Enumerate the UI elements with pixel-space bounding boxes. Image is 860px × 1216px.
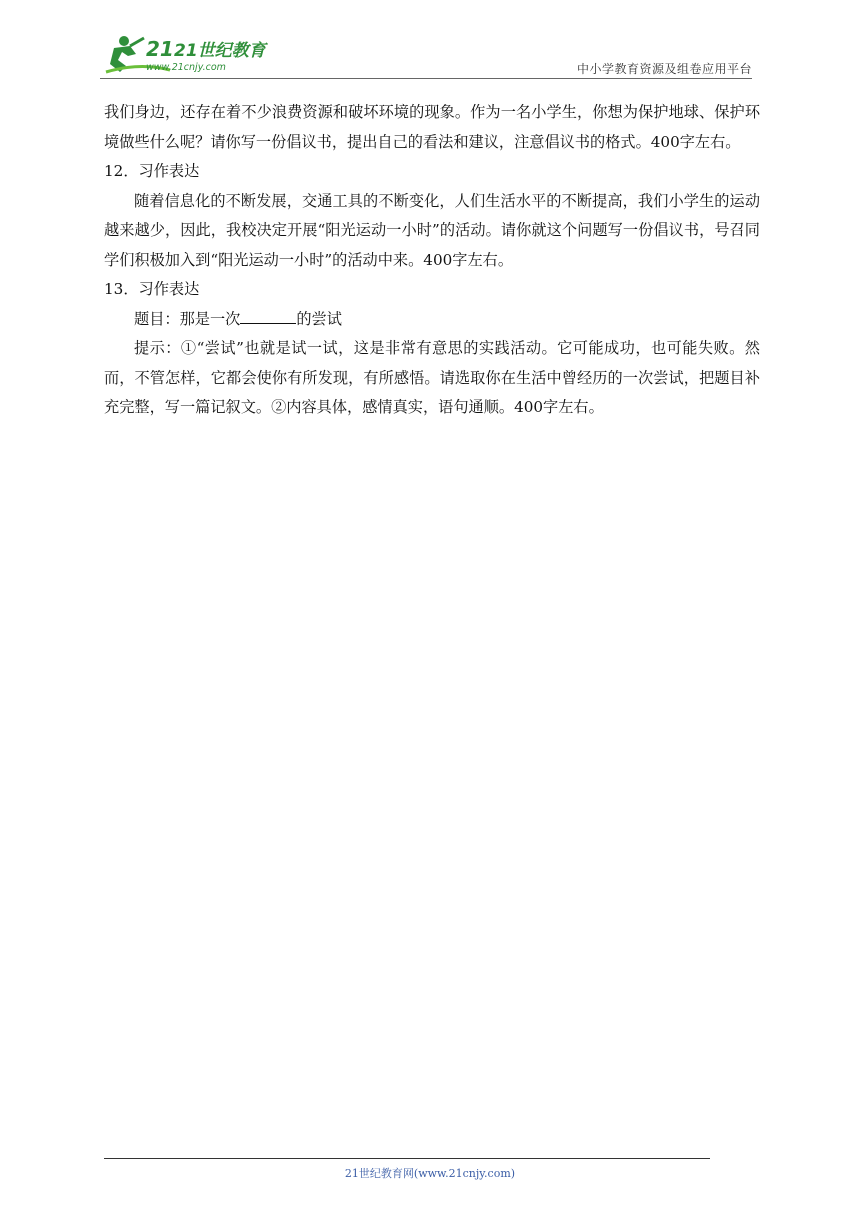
svg-text:21: 21 [146,37,174,61]
question-11-continued: 我们身边，还存在着不少浪费资源和破坏环境的现象。作为一名小学生，你想为保护地球、保护环境做些什么呢？请你写一份倡议书，提出自己的看法和建议，注意倡议书的格式。400字左右。 [104,103,760,151]
runner-logo-icon [100,32,270,76]
logo-url: www.21cnjy.com [146,62,226,73]
header-divider [100,78,752,79]
question-12-heading: 12．习作表达 [104,162,200,180]
title-blank [240,309,296,324]
question-13-hint: 提示：①“尝试”也就是试一试，这是非常有意思的实践活动。它可能成功，也可能失败。然而，不管怎样，它都会使你有所发现，有所感悟。请选取你在生活中曾经历的一次尝试，把题目补充完整，写一篇记叙文。②内容具体，感情真实，语句通顺。400字左右。 [104,339,760,416]
title-suffix: 的尝试 [296,309,342,328]
footer-divider [104,1158,710,1159]
platform-label: 中小学教育资源及组卷应用平台 [576,62,752,76]
question-12-body: 随着信息化的不断发展，交通工具的不断变化，人们生活水平的不断提高，我们小学生的运动越来越少，因此，我校决定开展“阳光运动一小时”的活动。请你就这个问题写一份倡议书，号召同学们积极加入到“阳光运动一小时”的活动中来。400字左右。 [104,191,760,269]
footer-link[interactable]: 21世纪教育网(www.21cnjy.com) [344,1167,516,1180]
site-logo[interactable] [100,32,270,76]
question-13-title [104,305,760,335]
document-body [104,98,760,423]
page-header [100,32,752,80]
logo-text: 21世纪教育 [174,41,266,61]
title-prefix: 题目：那是一次 [134,309,241,328]
question-13-heading: 13．习作表达 [104,280,200,298]
